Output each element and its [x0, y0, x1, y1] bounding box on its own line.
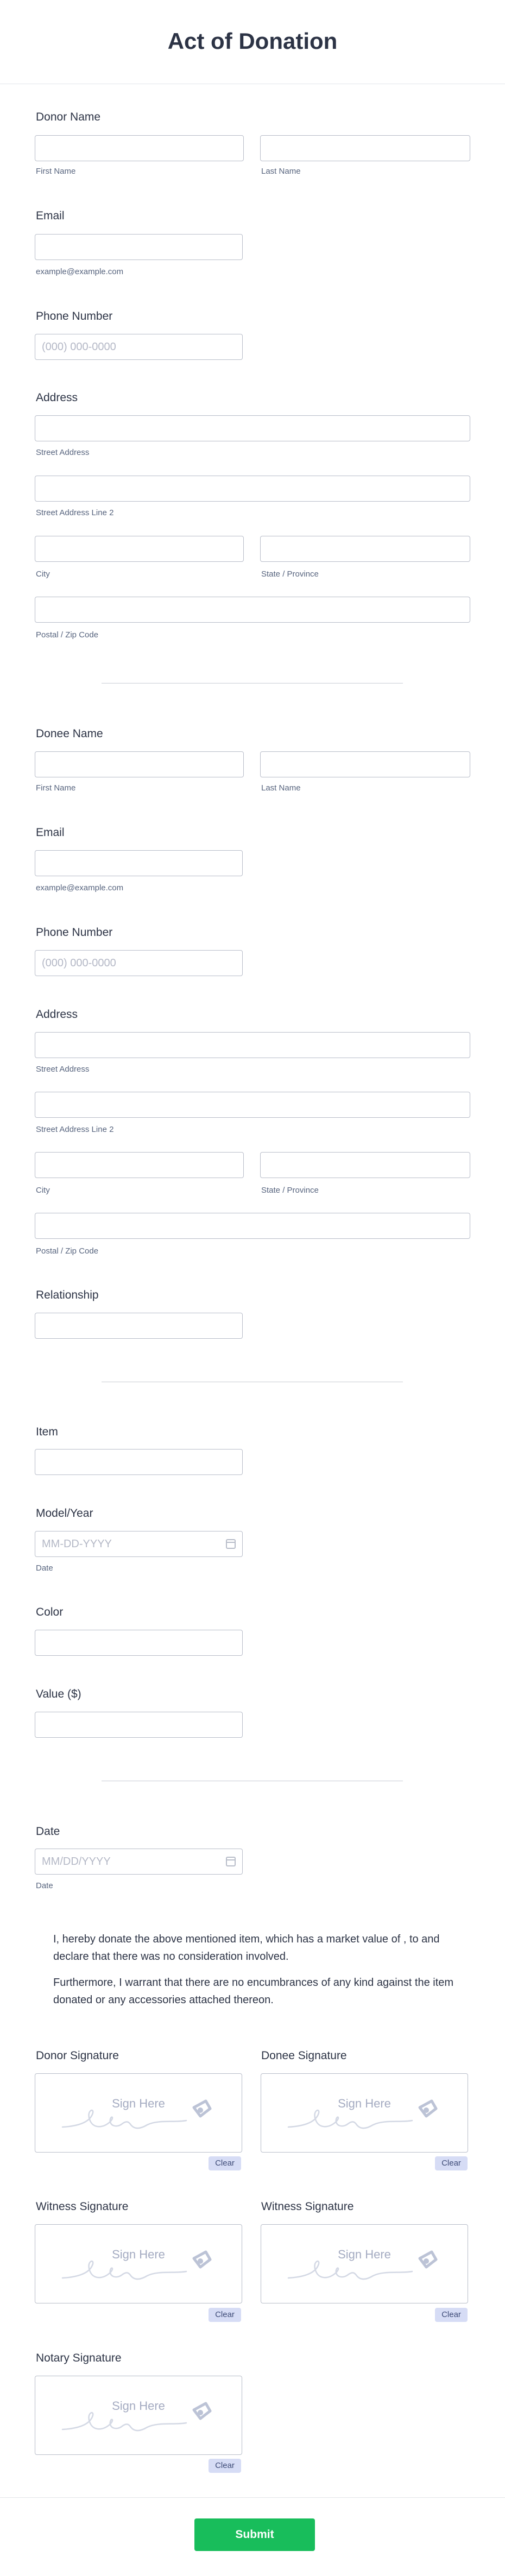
donee-phone-placeholder: (000) 000-0000 [42, 957, 116, 969]
value-label: Value ($) [36, 1688, 81, 1700]
donor-city-sublabel: City [36, 569, 50, 579]
donor-last-name-input[interactable] [260, 135, 470, 161]
signature-hint-icon [60, 2387, 223, 2441]
value-input[interactable] [35, 1712, 243, 1738]
witness-signature-2-pad[interactable] [261, 2224, 468, 2303]
donee-city-sublabel: City [36, 1186, 50, 1195]
donor-zip-input[interactable] [35, 597, 470, 623]
donor-email-sublabel: example@example.com [36, 267, 124, 276]
sign-here-text: Sign Here [338, 2097, 391, 2110]
donor-street2-input[interactable] [35, 476, 470, 502]
donee-state-input[interactable] [260, 1152, 470, 1178]
donor-street-sublabel: Street Address [36, 448, 90, 457]
calendar-icon[interactable] [226, 1539, 236, 1549]
donor-street2-sublabel: Street Address Line 2 [36, 508, 114, 517]
witness-signature-2-clear-button[interactable]: Clear [435, 2308, 468, 2322]
sign-here-text: Sign Here [112, 2097, 165, 2110]
form-footer [0, 2497, 505, 2576]
model-year-sublabel: Date [36, 1564, 53, 1573]
calendar-icon[interactable] [226, 1857, 236, 1866]
donor-email-label: Email [36, 210, 65, 222]
donee-state-sublabel: State / Province [261, 1186, 319, 1195]
donor-first-name-input[interactable] [35, 135, 244, 161]
date-label: Date [36, 1825, 60, 1838]
notary-signature-pad[interactable] [35, 2376, 242, 2455]
donee-email-sublabel: example@example.com [36, 883, 124, 893]
donee-email-label: Email [36, 826, 65, 839]
donor-phone-label: Phone Number [36, 310, 113, 322]
donee-address-label: Address [36, 1008, 78, 1021]
witness-signature-1-label: Witness Signature [36, 2200, 129, 2213]
donee-signature-clear-button[interactable]: Clear [435, 2156, 468, 2170]
donee-name-label: Donee Name [36, 727, 103, 740]
donor-first-name-sublabel: First Name [36, 167, 76, 176]
witness-signature-1-clear-button[interactable]: Clear [209, 2308, 241, 2322]
donee-city-input[interactable] [35, 1152, 244, 1178]
date-input[interactable] [35, 1849, 243, 1875]
donor-email-input[interactable] [35, 234, 243, 260]
signature-hint-icon [286, 2085, 449, 2139]
signature-hint-icon [60, 2236, 223, 2290]
notary-signature-clear-button[interactable]: Clear [209, 2459, 241, 2473]
signature-hint-icon [60, 2085, 223, 2139]
donor-last-name-sublabel: Last Name [261, 167, 301, 176]
donee-signature-pad[interactable] [261, 2073, 468, 2153]
item-label: Item [36, 1426, 58, 1438]
sign-here-text: Sign Here [112, 2248, 165, 2261]
donee-zip-input[interactable] [35, 1213, 470, 1239]
donee-email-input[interactable] [35, 850, 243, 876]
donor-address-label: Address [36, 391, 78, 404]
donor-signature-label: Donor Signature [36, 2049, 119, 2062]
item-input[interactable] [35, 1449, 243, 1475]
donor-state-sublabel: State / Province [261, 569, 319, 579]
donee-street-input[interactable] [35, 1032, 470, 1058]
model-year-placeholder: MM-DD-YYYY [42, 1538, 112, 1550]
relationship-input[interactable] [35, 1313, 243, 1339]
donee-street2-sublabel: Street Address Line 2 [36, 1125, 114, 1134]
signature-hint-icon [286, 2236, 449, 2290]
declaration-paragraph-1: I, hereby donate the above mentioned item, which has a market value of , to and declare that there was no consideration involved. [53, 1933, 440, 1963]
date-placeholder: MM/DD/YYYY [42, 1856, 111, 1868]
donee-last-name-input[interactable] [260, 751, 470, 777]
donee-phone-input[interactable] [35, 950, 243, 976]
donor-name-label: Donor Name [36, 111, 101, 123]
donor-phone-placeholder: (000) 000-0000 [42, 341, 116, 353]
color-label: Color [36, 1606, 64, 1618]
donee-first-name-input[interactable] [35, 751, 244, 777]
donor-street-input[interactable] [35, 415, 470, 441]
relationship-label: Relationship [36, 1289, 99, 1301]
donee-zip-sublabel: Postal / Zip Code [36, 1246, 99, 1256]
donee-signature-label: Donee Signature [261, 2049, 347, 2062]
notary-signature-label: Notary Signature [36, 2352, 122, 2364]
donee-phone-label: Phone Number [36, 926, 113, 939]
model-year-date-input[interactable] [35, 1531, 243, 1557]
model-year-label: Model/Year [36, 1507, 93, 1520]
donee-street-sublabel: Street Address [36, 1065, 90, 1074]
donor-phone-input[interactable] [35, 334, 243, 360]
donee-street2-input[interactable] [35, 1092, 470, 1118]
form-header [0, 0, 505, 84]
declaration-paragraph-2: Furthermore, I warrant that there are no encumbrances of any kind against the item donated or any accessories attached thereon. [53, 1977, 454, 2006]
donor-signature-pad[interactable] [35, 2073, 242, 2153]
sign-here-text: Sign Here [112, 2399, 165, 2413]
donor-signature-clear-button[interactable]: Clear [209, 2156, 241, 2170]
witness-signature-1-pad[interactable] [35, 2224, 242, 2303]
form-title: Act of Donation [167, 28, 338, 54]
donor-city-input[interactable] [35, 536, 244, 562]
date-sublabel: Date [36, 1881, 53, 1890]
submit-button[interactable]: Submit [194, 2518, 315, 2551]
donor-state-input[interactable] [260, 536, 470, 562]
color-input[interactable] [35, 1630, 243, 1656]
donee-last-name-sublabel: Last Name [261, 783, 301, 793]
donee-first-name-sublabel: First Name [36, 783, 76, 793]
witness-signature-2-label: Witness Signature [261, 2200, 354, 2213]
donor-zip-sublabel: Postal / Zip Code [36, 630, 99, 640]
sign-here-text: Sign Here [338, 2248, 391, 2261]
